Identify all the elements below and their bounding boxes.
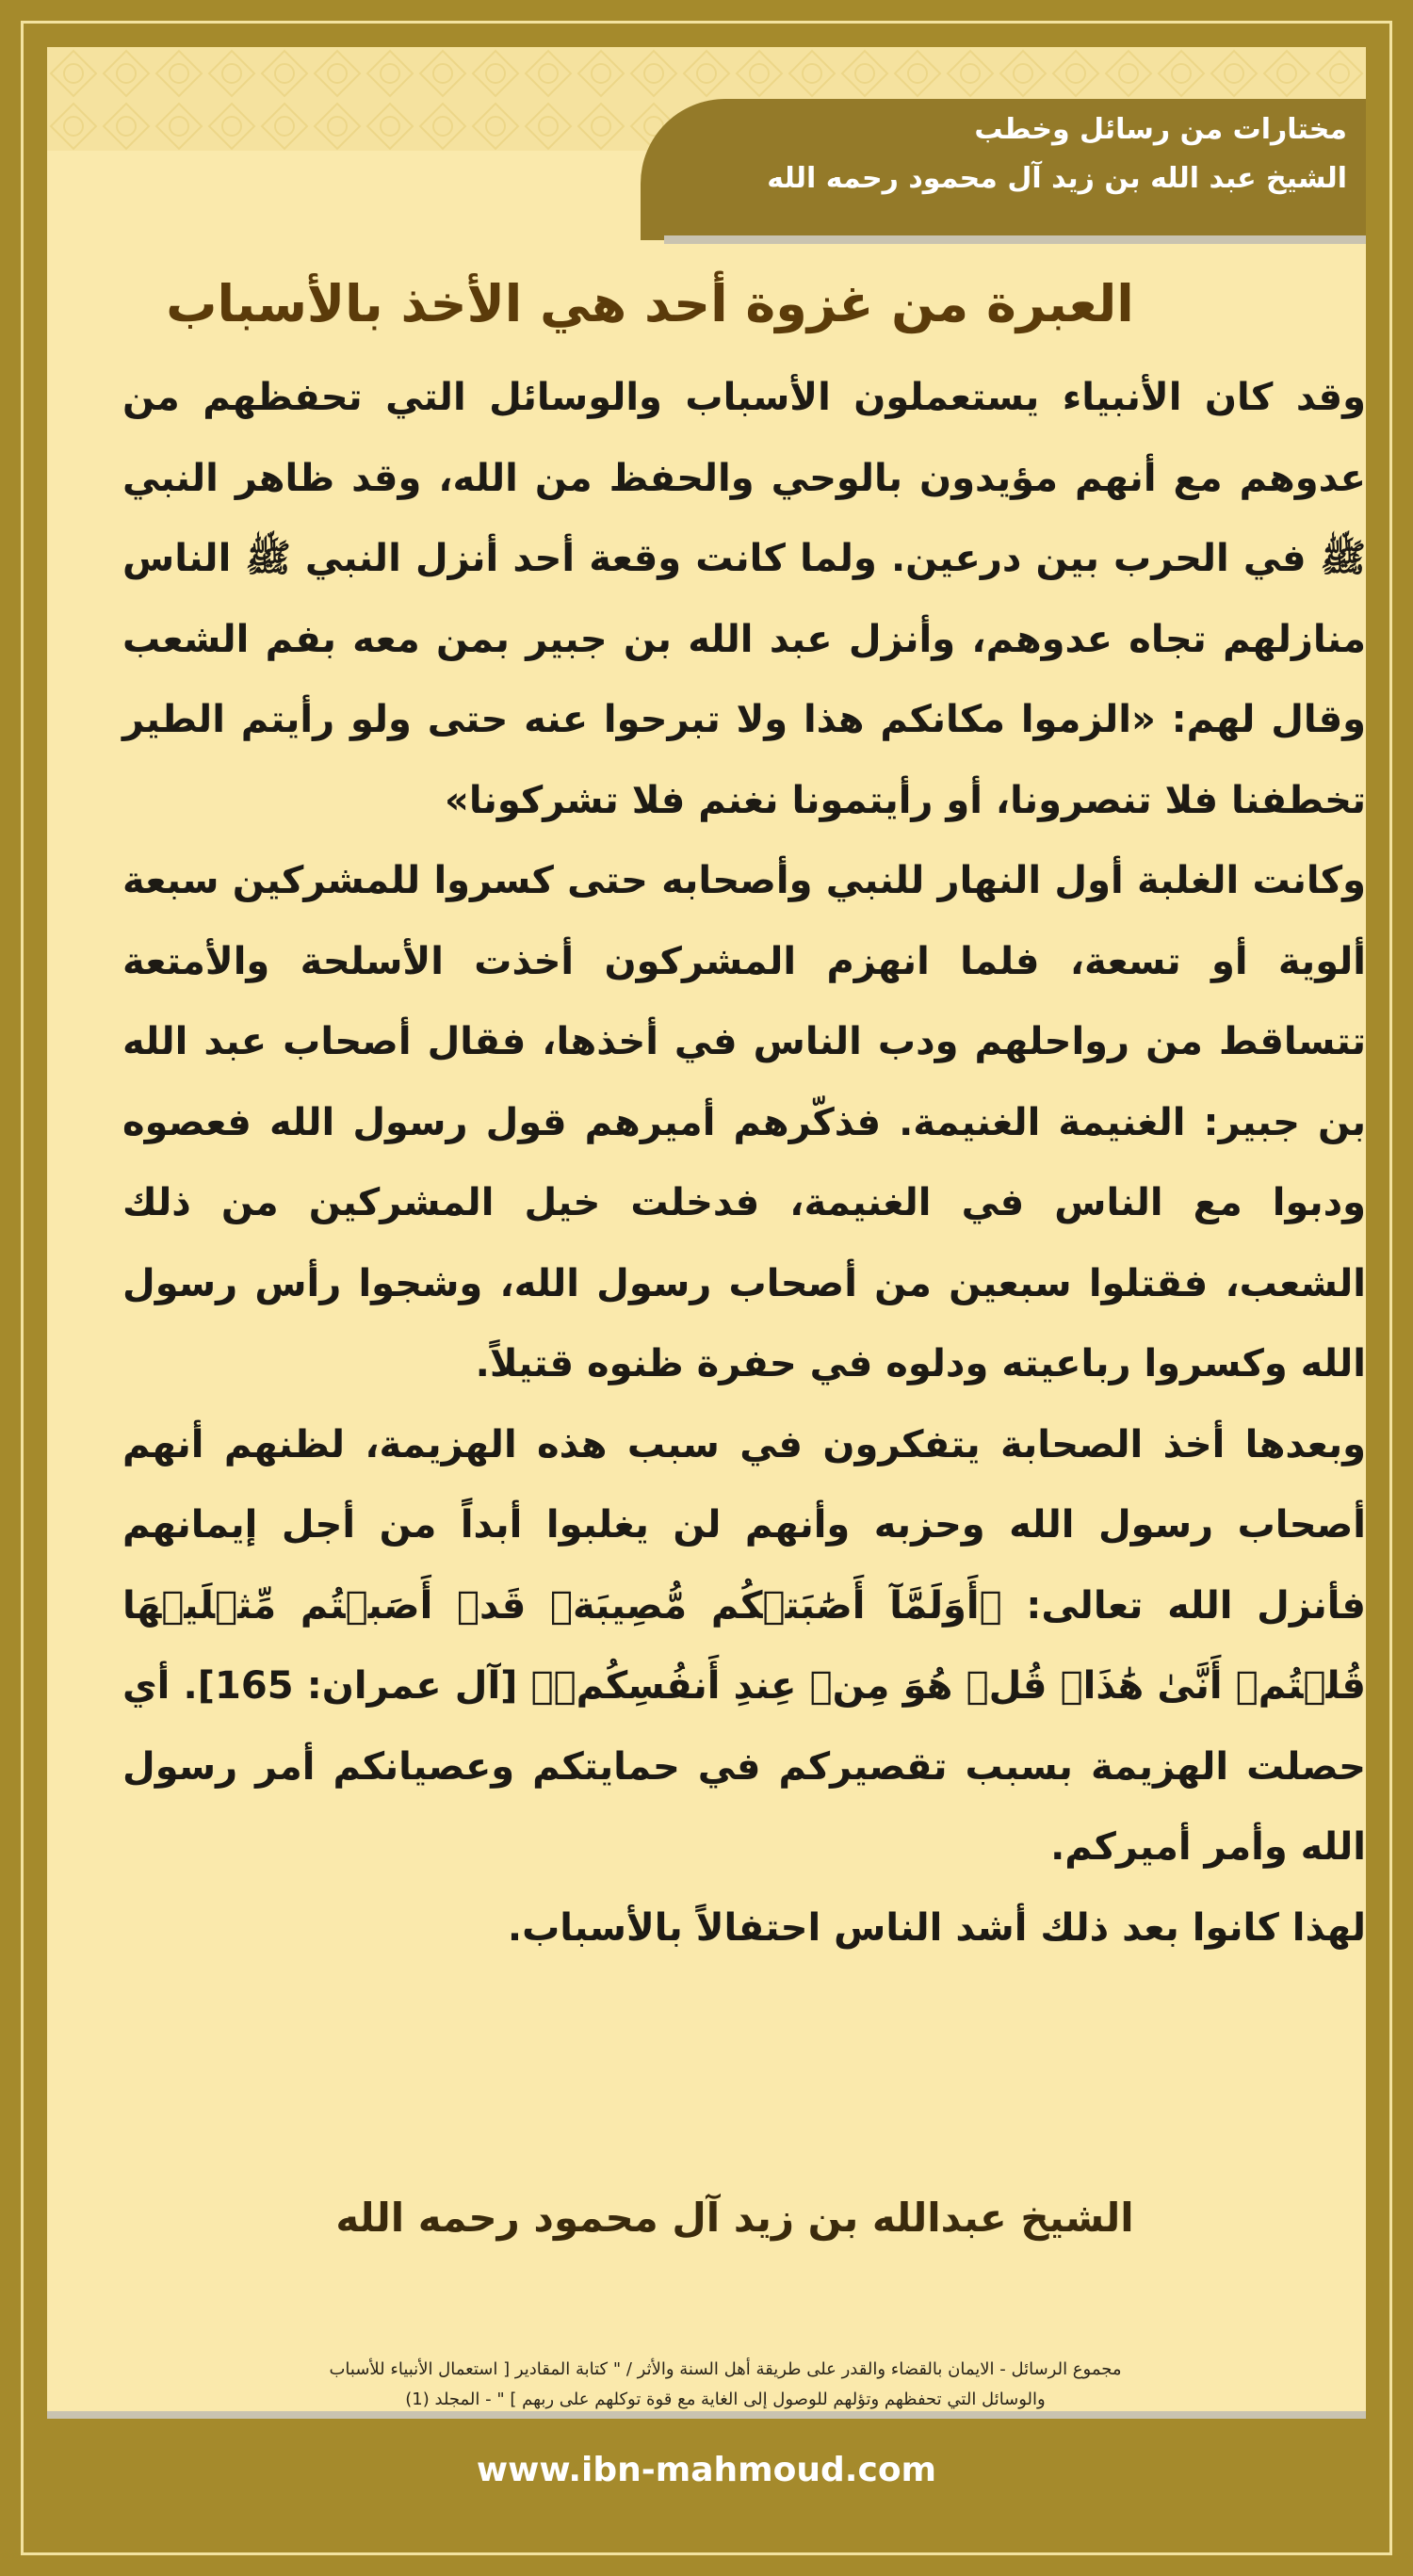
paragraph-3: وبعدها أخذ الصحابة يتفكرون في سبب هذه الهزيمة، لظنهم أنهم أصحاب رسول الله وحزبه وأنهم لن يغلبوا أبداً من أجل إيمانهم فأنزل الله تعالى: ﴿أَوَلَمَّآ أَصَٰبَتۡكُم مُّصِيبَةٞ قَدۡ أَصَبۡتُم مِّثۡلَيۡهَا قُلۡتُمۡ أَنَّىٰ هَٰذَاۖ قُلۡ هُوَ مِنۡ عِندِ أَنفُسِكُمۡ﴾ [آل عمران: 165]. أي حصلت الهزيمة بسبب تقصيركم في حمايتكم وعصيانكم أمر رسول الله وأمر أميركم. — [122, 1422, 1366, 1869]
paragraph-2: وكانت الغلبة أول النهار للنبي وأصحابه حتى كسروا للمشركين سبعة ألوية أو تسعة، فلما انهزم المشركون أخذت الأسلحة والأمتعة تتساقط من رواحلهم ودب الناس في أخذها، فقال أصحاب عبد الله بن جبير: الغنيمة الغنيمة. فذكّرهم أميرهم قول رسول الله فعصوه ودبوا مع الناس في الغنيمة، فدخلت خيل المشركين من ذلك الشعب، فقتلوا سبعين من أصحاب رسول الله، وشجوا رأس رسول الله وكسروا رباعيته ودلوه في حفرة ظنوه قتيلاً. — [122, 859, 1366, 1385]
content-panel — [47, 47, 1366, 2416]
header-title — [659, 105, 1347, 203]
author-signature: الشيخ عبدالله بن زيد آل محمود رحمه الله — [335, 2195, 1134, 2241]
source-reference — [122, 2355, 1328, 2415]
website-link[interactable]: www.ibn-mahmoud.com — [476, 2451, 937, 2489]
header-line-2: الشيخ عبد الله بن زيد آل محمود رحمه الله — [767, 162, 1347, 195]
footer-divider — [47, 2411, 1366, 2419]
article-body — [122, 358, 1366, 1968]
paragraph-1: وقد كان الأنبياء يستعملون الأسباب والوسائل التي تحفظهم من عدوهم مع أنهم مؤيدون بالوحي والحفظ من الله، وقد ظاهر النبي ﷺ في الحرب بين درعين. ولما كانت وقعة أحد أنزل النبي ﷺ الناس منازلهم تجاه عدوهم، وأنزل عبد الله بن جبير بمن معه بفم الشعب وقال لهم: «الزموا مكانكم هذا ولا تبرحوا عنه حتى ولو رأيتم الطير تخطفنا فلا تنصرونا، أو رأيتمونا نغنم فلا تشركونا» — [122, 376, 1366, 822]
header-banner-edge — [664, 235, 1366, 244]
paragraph-4: لهذا كانوا بعد ذلك أشد الناس احتفالاً بالأسباب. — [507, 1905, 1366, 1950]
page-title: العبرة من غزوة أحد هي الأخذ بالأسباب — [166, 274, 1134, 333]
reference-line-1: مجموع الرسائل - الايمان بالقضاء والقدر على طريقة أهل السنة والأثر / " كتابة المقادير [ استعمال الأنبياء للأسباب — [329, 2359, 1122, 2379]
header-line-1: مختارات من رسائل وخطب — [974, 113, 1347, 146]
reference-line-2: والوسائل التي تحفظهم وتؤلهم للوصول إلى الغاية مع قوة توكلهم على ربهم ] " - المجلد (1) — [405, 2390, 1046, 2409]
